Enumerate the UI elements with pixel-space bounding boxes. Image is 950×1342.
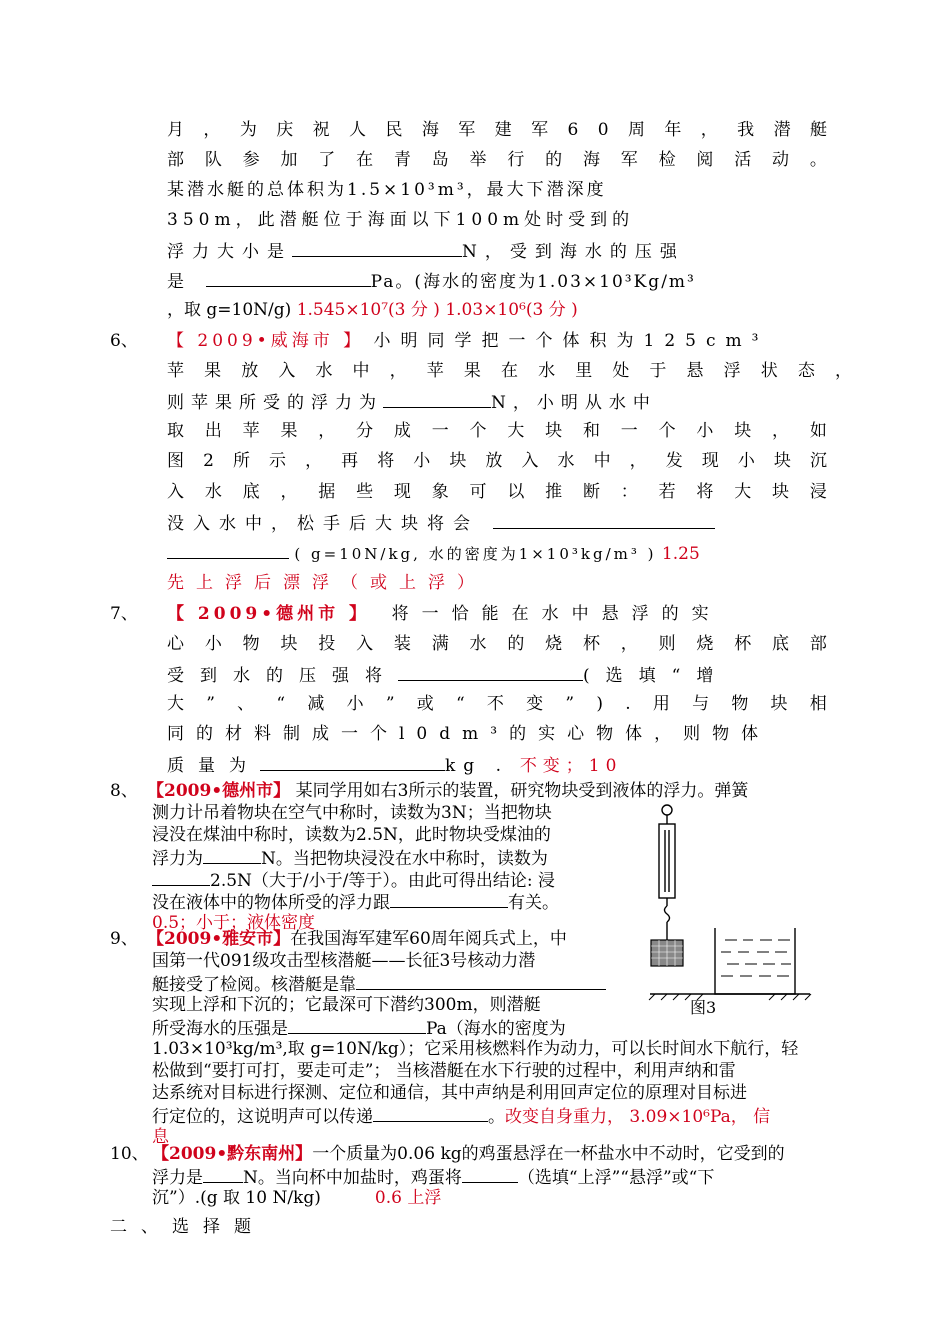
q8-line-5: 2.5N（大于/小于/等于）。由此可得出结论: 浸 xyxy=(152,868,555,892)
spring-scale xyxy=(659,805,675,940)
q7-line-3: 受到水的压强将 (选填“增 xyxy=(167,663,729,687)
source-tag: 【 2009•威海市 】 xyxy=(167,331,365,351)
blank[interactable] xyxy=(288,1016,426,1034)
beaker xyxy=(715,928,795,994)
q6-line-4: 取 出 苹 果 ， 分 成 一 个 大 块 和 一 个 小 块 ， 如 xyxy=(167,421,827,441)
q9-line-6: 1.03×10³kg/m³,取 g=10N/kg）；它采用核燃料作为动力，可以长时间水下航行，轻 xyxy=(152,1039,799,1059)
q5-line-1: 月 ， 为 庆 祝 人 民 海 军 建 军 6 0 周 年 ， 我 潜 艇 xyxy=(167,120,827,140)
answer: 息 xyxy=(152,1127,169,1147)
q7-line-1: 【 2009•德州市 】 将一恰能在水中悬浮的实 xyxy=(167,604,722,624)
q6-line-5: 图 2 所 示 ， 再 将 小 块 放 入 水 中 ， 发 现 小 块 沉 xyxy=(167,451,827,471)
q10-line-3: 沉”）.(g 取 10 N/kg) 0.6 上浮 xyxy=(152,1188,442,1208)
q8-line-6: 没在液体中的物体所受的浮力跟 有关。 xyxy=(152,890,559,914)
q7-line-2: 心 小 物 块 投 入 装 满 水 的 烧 杯 ， 则 烧 杯 底 部 xyxy=(167,634,827,654)
blank[interactable] xyxy=(390,890,508,908)
q9-line-7: 松做到“要打可打，要走可走”； 当核潜艇在水下行驶的过程中，利用声纳和雷 xyxy=(152,1061,736,1081)
blank[interactable] xyxy=(462,1165,518,1183)
q8-line-4: 浮力为 N。当把物块浸没在水中称时，读数为 xyxy=(152,846,548,870)
blank[interactable] xyxy=(292,239,462,257)
answer: 1.545×10⁷(3 分 ) 1.03×10⁶(3 分 ) xyxy=(296,300,578,320)
figure-3-apparatus xyxy=(645,800,815,1025)
q9-line-4: 实现上浮和下沉的；它最深可下潜约300m，则潜艇 xyxy=(152,995,541,1015)
question-number: 8、 xyxy=(110,781,138,801)
q6-line-3: 则苹果所受的浮力为 N，小明从水中 xyxy=(167,390,657,414)
question-number: 7、 xyxy=(110,604,138,624)
blank[interactable] xyxy=(356,972,606,990)
q6-line-2: 苹 果 放 入 水 中 ， 苹 果 在 水 里 处 于 悬 浮 状 态 ， xyxy=(167,361,852,381)
answer: 改变自身重力， 3.09×10⁶Pa， 信 xyxy=(505,1107,771,1127)
question-number: 6、 xyxy=(110,331,138,351)
section-heading: 二、选择题 xyxy=(110,1217,265,1237)
q8-line-3: 浸没在煤油中称时，读数为2.5N，此时物块受煤油的 xyxy=(152,825,551,845)
q5-line-4: 350m，此潜艇位于海面以下100m处时受到的 xyxy=(167,210,635,230)
q6-line-6: 入 水 底 ， 据 些 现 象 可 以 推 断 ： 若 将 大 块 浸 xyxy=(167,482,827,502)
answer: 0.5；小于；液体密度 xyxy=(152,913,316,933)
blank[interactable] xyxy=(493,511,715,529)
q7-line-6: 质量为 kg . 不变；10 xyxy=(167,753,622,777)
blank[interactable] xyxy=(203,846,261,864)
q9-line-8: 达系统对目标进行探测、定位和通信，其中声纳是利用回声定位的原理对目标进 xyxy=(152,1083,747,1103)
q8-line-2: 测力计吊着物块在空气中称时，读数为3N；当把物块 xyxy=(152,803,552,823)
q10-line-1: 【2009•黔东南州】一个质量为0.06 kg的鸡蛋悬浮在一杯盐水中不动时，它受到的 xyxy=(152,1144,785,1164)
q5-line-5: 浮力大小是 N，受到海水的压强 xyxy=(167,239,685,263)
blank[interactable] xyxy=(383,390,491,408)
q9-line-3: 艇接受了检阅。核潜艇是靠 xyxy=(152,972,606,996)
source-tag: 【 2009•德州市 】 xyxy=(167,604,371,624)
q5-line-3: 某潜水艇的总体积为1.5×10³m³，最大下潜深度 xyxy=(167,180,607,200)
question-number: 10、 xyxy=(110,1144,149,1164)
answer: 0.6 上浮 xyxy=(374,1188,442,1208)
blank[interactable] xyxy=(206,269,371,287)
q6-line-1: 【 2009•威海市 】 小明同学把一个体积为125cm³ xyxy=(167,331,769,351)
blank[interactable] xyxy=(260,753,445,771)
q10-line-2: 浮力是 N。当向杯中加盐时，鸡蛋将 （选填“上浮”“悬浮”或“下 xyxy=(152,1165,714,1189)
q7-line-4: 大 ” 、 “ 减 小 ” 或 “ 不 变 ” ) . 用 与 物 块 相 xyxy=(167,694,827,714)
source-tag: 【2009•德州市】 xyxy=(147,781,291,801)
answer: 1.25 xyxy=(661,544,700,564)
blank[interactable] xyxy=(167,541,289,559)
blank[interactable] xyxy=(203,1165,243,1183)
q9-line-1: 【2009•雅安市】在我国海军建军60周年阅兵式上，中 xyxy=(147,929,567,949)
blank[interactable] xyxy=(152,868,210,886)
figure-label: 图3 xyxy=(690,998,717,1017)
source-tag: 【2009•黔东南州】 xyxy=(152,1144,313,1164)
q7-line-5: 同的材料制成一个l0dm³的实心物体，则物体 xyxy=(167,724,771,744)
q8-line-1: 【2009•德州市】 某同学用如右3所示的装置，研究物块受到液体的浮力。弹簧 xyxy=(147,781,749,801)
q5-line-7: ，取 g=10N/g) 1.545×10⁷(3 分 ) 1.03×10⁶(3 分 ) xyxy=(167,300,578,320)
q9-line-2: 国第一代091级攻击型核潜艇——长征3号核动力潜 xyxy=(152,951,536,971)
answer: 先上浮后漂浮（或上浮） xyxy=(167,573,486,593)
q6-line-8: ( g=10N/kg, 水的密度为1×10³kg/m³ ) 1.25 xyxy=(167,541,700,565)
answer: 不变；10 xyxy=(519,756,623,776)
q9-line-5: 所受海水的压强是 Pa（海水的密度为 xyxy=(152,1016,566,1040)
q5-line-6: 是 Pa。(海水的密度为1.03×10³Kg/m³ xyxy=(167,269,696,293)
q5-line-2: 部 队 参 加 了 在 青 岛 举 行 的 海 军 检 阅 活 动 。 xyxy=(167,150,827,170)
blank[interactable] xyxy=(398,663,583,681)
q9-line-9: 行定位的，这说明声可以传递 。改变自身重力， 3.09×10⁶Pa， 信 xyxy=(152,1104,770,1128)
question-number: 9、 xyxy=(110,929,138,949)
q6-line-7: 没入水中，松手后大块将会 xyxy=(167,511,715,535)
source-tag: 【2009•雅安市】 xyxy=(147,929,291,949)
water-surface xyxy=(721,940,791,976)
blank[interactable] xyxy=(373,1104,488,1122)
